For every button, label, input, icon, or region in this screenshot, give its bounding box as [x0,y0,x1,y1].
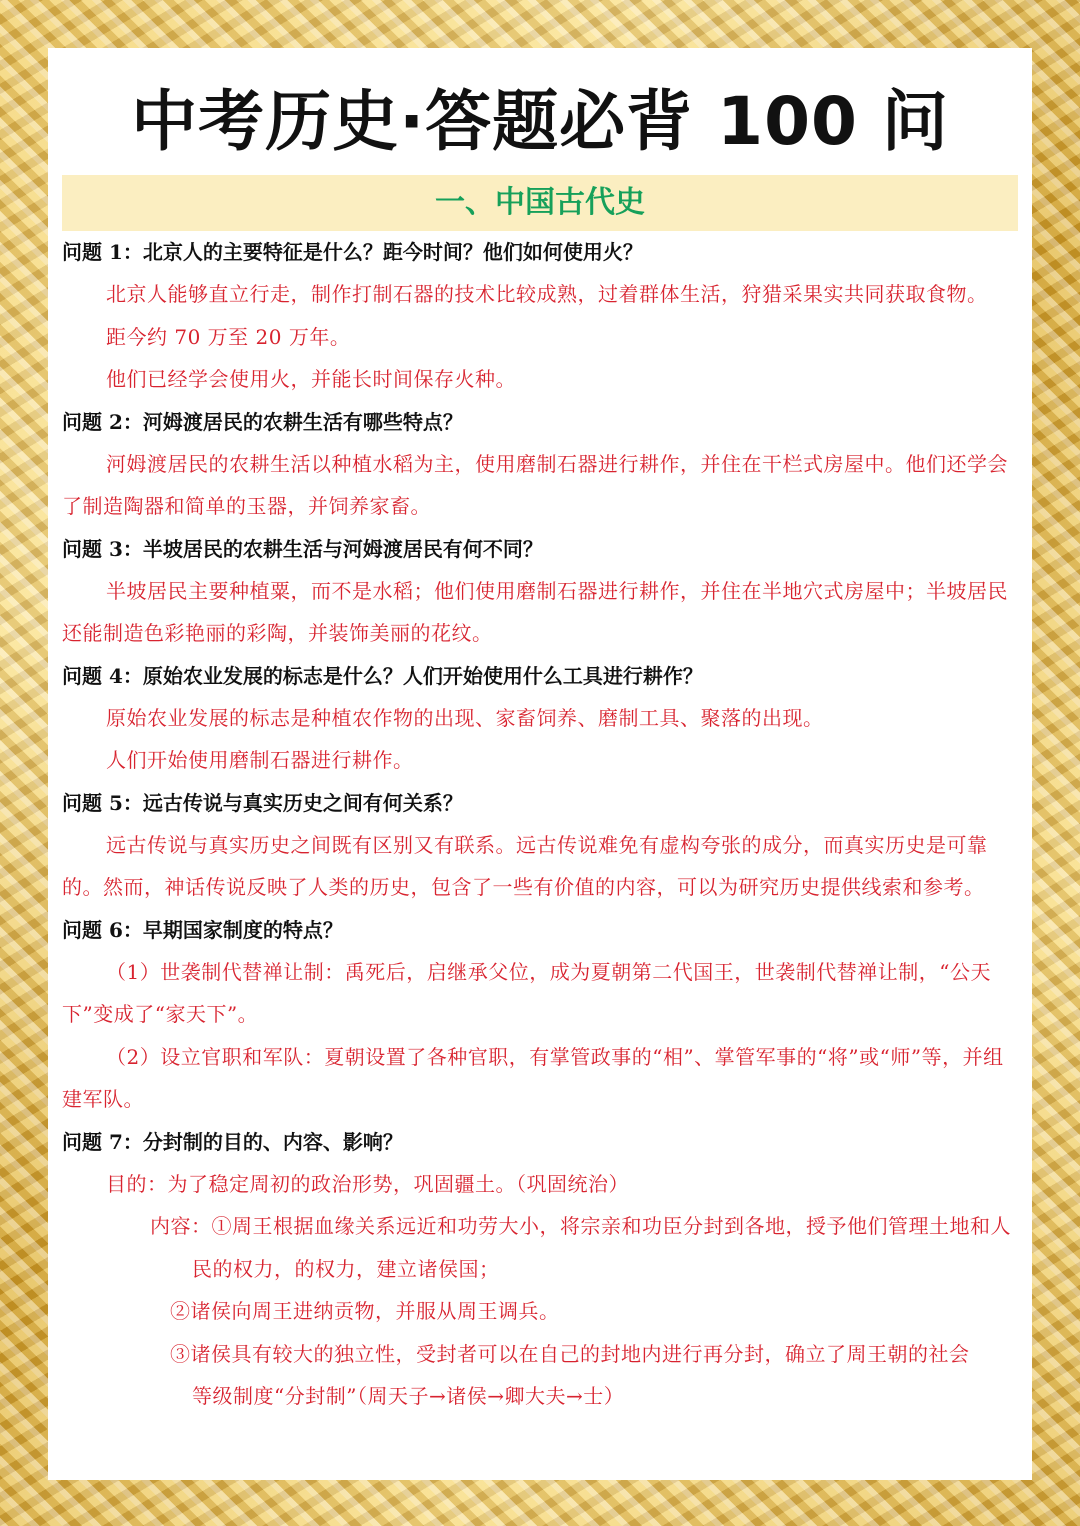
question-1: 问题 1：北京人的主要特征是什么？距今时间？他们如何使用火？ [62,240,643,264]
content-label: 内容： [150,1214,212,1238]
answer-5: 远古传说与真实历史之间既有区别又有联系。远古传说难免有虚构夸张的成分，而真实历史是可靠的。然而，神话传说反映了人类的历史，包含了一些有价值的内容，可以为研究历史提供线索和参考。 [62,832,988,899]
section-heading: 一、中国古代史 [62,175,1018,231]
answer-7-content-item-3: ③诸侯具有较大的独立性，受封者可以在自己的封地内进行再分封，确立了周王朝的社会 [170,1341,970,1366]
page-title: 中考历史·答题必背 100 问 [131,83,949,160]
answer-7-content-line-1 [62,1205,1018,1248]
content-item-1-text: ①周王根据血缘关系远近和功劳大小，将宗亲和功臣分封到各地，授予他们管理土地和人 [211,1214,1011,1238]
answer-7-content-item-2: ②诸侯向周王进纳贡物，并服从周王调兵。 [170,1299,560,1323]
question-7: 问题 7：分封制的目的、内容、影响？ [62,1129,403,1154]
answer-1-line-3: 他们已经学会使用火，并能长时间保存火种。 [106,367,516,391]
question-6: 问题 6：早期国家制度的特点？ [62,917,343,942]
answer-4-line-1: 原始农业发展的标志是种植农作物的出现、家畜饲养、磨制工具、聚落的出现。 [106,705,824,730]
answer-7-purpose: 目的：为了稳定周初的政治形势，巩固疆土。（巩固统治） [106,1171,629,1196]
answer-6-item-2: （2）设立官职和军队：夏朝设置了各种官职，有掌管政事的“相”、掌管军事的“将”或“师”等，并组建军队。 [62,1044,1004,1111]
answer-1-line-1: 北京人能够直立行走，制作打制石器的技术比较成熟，过着群体生活，狩猎采果实共同获取食物。 [106,282,988,306]
question-2: 问题 2：河姆渡居民的农耕生活有哪些特点？ [62,409,463,434]
document-page [48,48,1032,1480]
question-5: 问题 5：远古传说与真实历史之间有何关系？ [62,790,463,815]
answer-7-content-line-2: 民的权力，的权力，建立诸侯国； [192,1256,500,1281]
answer-4-line-2: 人们开始使用磨制石器进行耕作。 [106,748,414,772]
answer-1-line-2: 距今约 70 万至 20 万年。 [106,324,351,349]
question-4: 问题 4：原始农业发展的标志是什么？人们开始使用什么工具进行耕作？ [62,663,703,688]
answer-7-content-item-3-cont: 等级制度“分封制”（周天子→诸侯→卿大夫→士） [192,1384,625,1408]
answer-2: 河姆渡居民的农耕生活以种植水稻为主，使用磨制石器进行耕作，并住在干栏式房屋中。他们还学会了制造陶器和简单的玉器，并饲养家畜。 [62,451,1008,518]
answer-6-item-1: （1）世袭制代替禅让制：禹死后，启继承父位，成为夏朝第二代国王，世袭制代替禅让制，“公天下”变成了“家天下”。 [62,959,991,1026]
question-3: 问题 3：半坡居民的农耕生活与河姆渡居民有何不同？ [62,536,543,561]
qa-content [62,231,1018,1418]
answer-3: 半坡居民主要种植粟，而不是水稻；他们使用磨制石器进行耕作，并住在半地穴式房屋中；半坡居民还能制造色彩艳丽的彩陶，并装饰美丽的花纹。 [62,578,1008,645]
